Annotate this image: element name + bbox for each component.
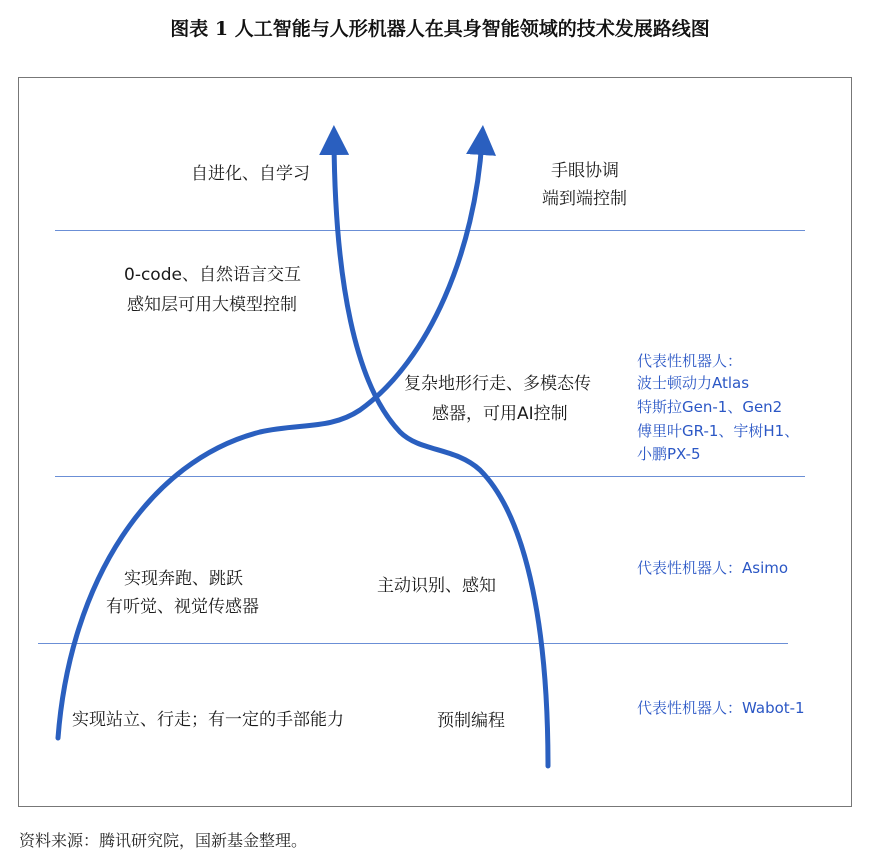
rep-robots-middle: 代表性机器人：Asimo [637,559,789,577]
label-run-jump: 实现奔跑、跳跃 [124,569,243,589]
label-self-evolution: 自进化、自学习 [191,164,310,184]
rep-robots-upper-item: 小鹏PX-5 [637,445,701,463]
rep-robots-upper-item: 傅里叶GR-1、宇树H1、 [637,422,800,440]
robot-curve [334,140,548,766]
source-note: 资料来源：腾讯研究院，国新基金整理。 [19,831,308,850]
label-active-recognition: 主动识别、感知 [377,576,496,596]
label-hand-eye-coordination: 手眼协调 [551,161,619,181]
label-ai-control: 感器，可用AI控制 [432,404,568,424]
label-standing-walking: 实现站立、行走；有一定的手部能力 [72,710,344,730]
label-sensors: 有听觉、视觉传感器 [106,597,259,617]
label-preprogrammed: 预制编程 [437,711,505,731]
figure-title: 图表 1 人工智能与人形机器人在具身智能领域的技术发展路线图 [170,18,710,40]
label-zero-code: 0-code、自然语言交互 [124,265,301,285]
ai-curve [58,140,482,738]
rep-robots-upper-item: 波士顿动力Atlas [637,374,750,392]
label-complex-terrain: 复杂地形行走、多模态传 [404,374,591,394]
rep-robots-bottom: 代表性机器人：Wabot-1 [637,699,805,717]
label-perception-model: 感知层可用大模型控制 [127,295,297,315]
rep-robots-upper-item: 特斯拉Gen-1、Gen2 [637,398,783,416]
label-end-to-end-control: 端到端控制 [542,189,627,209]
rep-robots-upper-heading: 代表性机器人： [637,352,743,370]
